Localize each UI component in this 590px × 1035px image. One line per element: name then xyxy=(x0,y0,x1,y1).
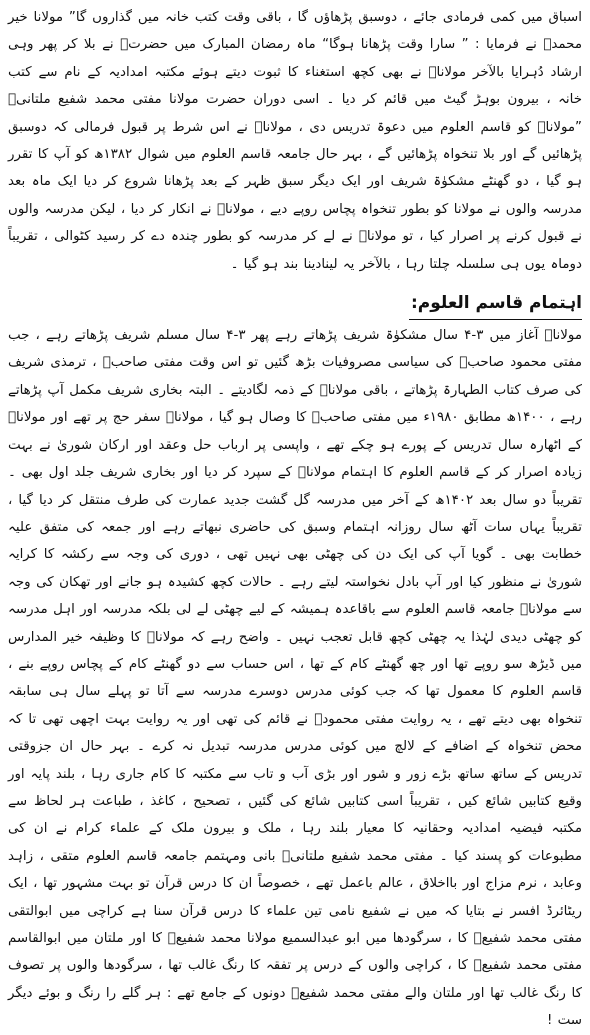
section-heading-wrapper xyxy=(8,288,582,320)
paragraph-intro: اسباق میں کمی فرمادی جائے ، دوسبق پڑھاؤں گا ، باقی وقت کتب خانہ میں گذاروں گا” مولانا خیر محمدؒ نے فرمایا : ” سارا وقت پڑھانا ہوگا“ ماہ رمضان المبارک میں حضرتؒ نے بلا کر پھر وہی ارشاد دُہرایا بالآخر مولاناؒ نے بھی کچھ استغناء کا ثبوت دیتے ہوئے مکتبہ امدادیہ کے نام سے کتب خانہ ، بیرون بوہڑ گیٹ میں قائم کر دیا ۔ اسی دوران حضرت مولانا مفتی محمد شفیع ملتانیؒ ”مولاناؒ کو قاسم العلوم میں دعوۃ تدریس دی ، مولاناؒ نے اس شرط پر قبول فرمالی کہ دوسبق پڑھائیں گے اور بلا تنخواہ پڑھائیں گے ، بہر حال جامعہ قاسم العلوم میں شوال ۱۳۸۲ھ کو آپ کا تقرر ہو گیا ، دو گھنٹے مشکوٰۃ شریف اور ایک دیگر سبق ظہر کے بعد پڑھانا شروع کر دیا ایک ماہ بعد مدرسہ والوں نے مولانا کو بطور تنخواہ پچاس روپے دیے ، مولاناؒ نے انکار کر دیا ، لیکن مدرسہ والوں نے قبول کرنے پر اصرار کیا ، تو مولاناؒ نے لے کر مدرسہ کو بطور چندہ دے کر رسید کٹوالی ، تقریباً دوماہ یوں ہی سلسلہ چلتا رہا ، بالآخر یہ لینادینا بند ہو گیا ۔ xyxy=(8,10,582,272)
section-heading: اہتمام قاسم العلوم: xyxy=(409,288,582,320)
paragraph-management: مولاناؒ آغاز میں ۳-۴ سال مشکوٰۃ شریف پڑھاتے رہے پھر ۳-۴ سال مسلم شریف پڑھاتے رہے ، جب مفتی محمود صاحبؒ کی سیاسی مصروفیات بڑھ گئیں تو اس وقت مفتی صاحبؒ ، ترمذی شریف کی صرف کتاب الطہارۃ پڑھاتے ، باقی مولاناؒ کے ذمہ لگادیتے ۔ البتہ بخاری شریف مکمل آپ پڑھاتے رہے ، ۱۴۰۰ھ مطابق ۱۹۸۰ء میں مفتی صاحبؒ کا وصال ہو گیا ، مولاناؒ سفر حج پر تھے اور مولاناؒ کے اٹھارہ سال تدریس کے پورے ہو چکے تھے ، واپسی پر ارباب حل وعقد اور ارکان شوریٰ نے بہت زیادہ اصرار کر کے قاسم العلوم کا اہتمام مولاناؒ کے سپرد کر دیا اور بخاری شریف جلد اول بھی ۔ تقریباً دو سال بعد ۱۴۰۲ھ کے آخر میں مدرسہ گل گشت جدید عمارت کی طرف منتقل کر دیا گیا ، تقریباً یہاں سات آٹھ سال روزانہ اہتمام وسبق کی حاضری نبھاتے رہے اور جمعہ کی متفق علیہ خطابت بھی ۔ گویا آپ کی ایک دن کی چھٹی بھی نہیں تھی ، دوری کی وجہ سے رکشہ کا کرایہ شوریٰ نے منظور کیا اور آپ بادل نخواستہ لیتے رہے ۔ حالات کچھ کشیدہ ہو جانے اور تھکان کی وجہ سے مولاناؒ جامعہ قاسم العلوم سے باقاعدہ ہمیشہ کے لیے چھٹی لے لی بلکہ مدرسہ اور اہل مدرسہ کو چھٹی دیدی لہٰذا یہ چھٹی کچھ قابل تعجب نہیں ۔ واضح رہے کہ مولاناؒ کا وظیفہ خیر المدارس میں ڈیڑھ سو روپے تھا اور چھ گھنٹے کام کے تھا ، اس حساب سے دو گھنٹے کام کے پچاس روپے بنے ، قاسم العلوم کا معمول تھا کہ جب کوئی مدرس دوسرے مدرسہ سے آتا تو پہلے سال ہی سابقہ تنخواہ بھی دیتے تھے ، یہ روایت مفتی محمودؒ نے قائم کی تھی اور یہ روایت بہت اچھی تھی تا کہ محض تنخواہ کے اضافے کے لالچ میں کوئی مدرس مدرسہ تبدیل نہ کرے ۔ بہر حال ان جزوقتی تدریس کے ساتھ ساتھ بڑے زور و شور اور بڑی آب و تاب سے مکتبہ کا کام جاری رہا ، بلند پایہ اور وقیع کتابیں شائع کیں ، تقریباً اسی کتابیں شائع کی گئیں ، تصحیح ، کاغذ ، طباعت ہر لحاظ سے مکتبہ فیضیہ امدادیہ وحقانیہ کا معیار بلند رہا ، ملک و بیرون ملک کے علماء کرام نے ان کی مطبوعات کو پسند کیا ۔ مفتی محمد شفیع ملتانیؒ بانی ومہتمم جامعہ قاسم العلوم متقی ، زاہد وعابد ، نرم مزاج اور بااخلاق ، عالم باعمل تھے ، خصوصاً ان کا درس قرآن تو بہت مشہور تھا ، ایک ریٹائرڈ افسر نے بتایا کہ میں نے شفیع نامی تین علماء کا درس قرآن سنا ہے کراچی میں ابوالتقی مفتی محمد شفیعؒ کا ، سرگودھا میں ابو عبدالسمیع مولانا محمد شفیعؒ کا اور ملتان میں ابوالقاسم مفتی محمد شفیعؒ کا ، کراچی والوں کے درس پر تفقہ کا رنگ غالب تھا ، سرگودھا والوں پر تصوف کا رنگ غالب تھا اور ملتان والے مفتی محمد شفیعؒ دونوں کے جامع تھے : ہر گلے را رنگ و بوئے دیگر ست ! xyxy=(8,328,583,1029)
